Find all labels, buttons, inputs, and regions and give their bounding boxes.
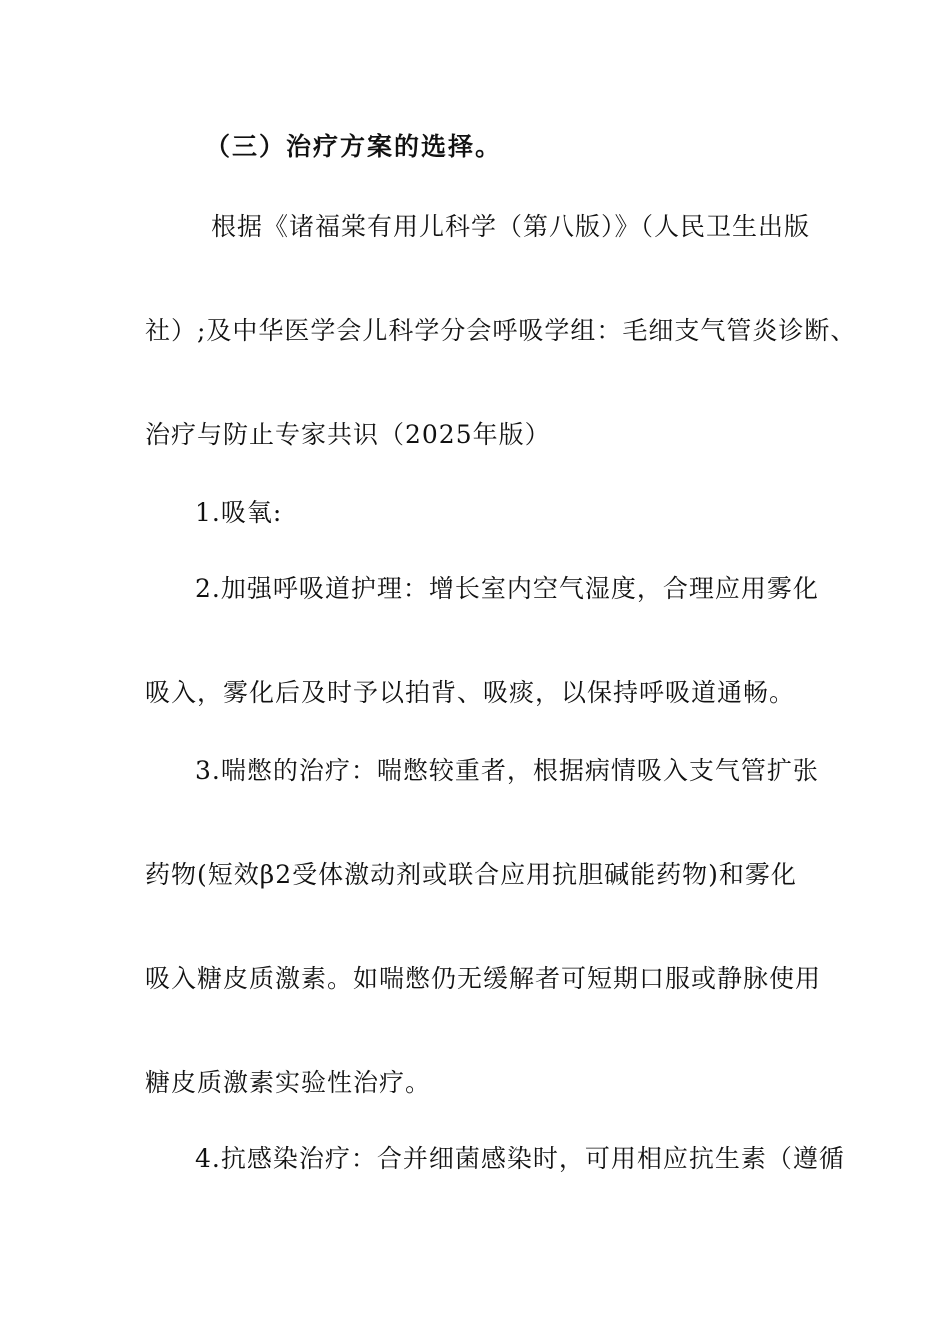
section-heading: （三）治疗方案的选择。	[205, 132, 503, 161]
paragraph-line: 根据《诸福棠有用儿科学（第八版）》（人民卫生出版	[211, 212, 811, 241]
list-item-wheeze-treatment: 3.喘憋的治疗：喘憋较重者，根据病情吸入支气管扩张	[195, 756, 819, 785]
paragraph-line: 吸入，雾化后及时予以拍背、吸痰，以保持呼吸道通畅。	[145, 678, 796, 707]
paragraph-line: 药物(短效β2受体激动剂或联合应用抗胆碱能药物)和雾化	[145, 860, 797, 889]
paragraph-line: 吸入糖皮质激素。如喘憋仍无缓解者可短期口服或静脉使用	[145, 964, 822, 993]
list-item-oxygen: 1.吸氧:	[195, 498, 283, 527]
list-item-airway-care: 2.加强呼吸道护理：增长室内空气湿度，合理应用雾化	[195, 574, 819, 603]
paragraph-line: 糖皮质激素实验性治疗。	[145, 1068, 432, 1097]
paragraph-line: 社）;及中华医学会儿科学分会呼吸学组：毛细支气管炎诊断、	[145, 316, 857, 345]
list-item-anti-infection: 4.抗感染治疗：合并细菌感染时，可用相应抗生素（遵循	[195, 1144, 845, 1173]
paragraph-line: 治疗与防止专家共识（2025年版）	[145, 420, 551, 449]
